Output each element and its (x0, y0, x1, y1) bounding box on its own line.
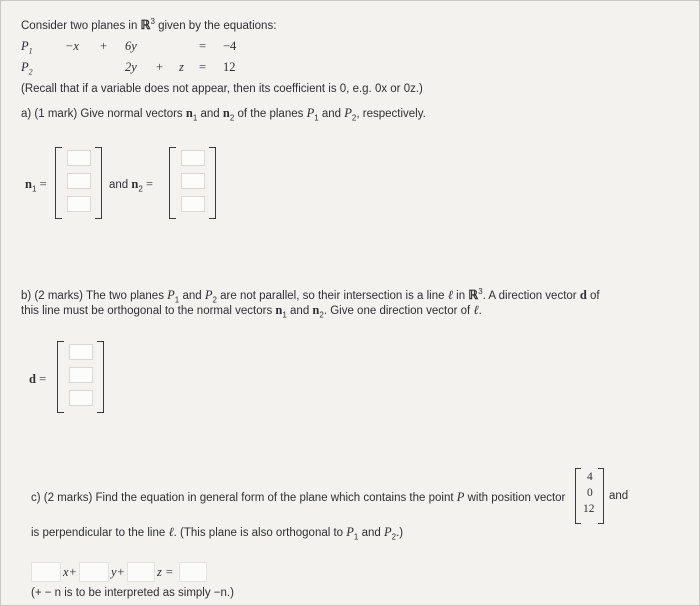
question-panel: Consider two planes in ℝ$^3$ given by the equations: $P_1$ −x + 6y = −4 $P_2$ 2y + z = 12 (Recall that if a variable does not appear, then its coefficient is 0, e.g. 0x or 0z.) a) (1 mark) Give normal vectors $n_1$ and $n_2$ of the planes $P_1$ and $P_2$, respectively. $n_1$ = and $n_2$ = b) (2 marks) The two planes $P_1$ and $P_2$ are not parallel, so their intersection is a line ℓ in ℝ$^3$. A direction vector d of this line must be orthogonal to the normal vectors $n_1$ and $n_2$. Give one direction vector of ℓ. d = c) (2 marks) Find the equation in general form of the plane which contains the point P with position vector 4 0 12 and is perpendicular to the line ℓ. (This plane is also orthogonal to $P_1$ and $P_2$.) x+ y+ z = (+ − n is to be interpreted as simply −n.) (0, 0, 700, 606)
d-entry-1[interactable] (69, 344, 93, 360)
part-b-prompt-line2: this line must be orthogonal to the normal vectors $n_1$ and $n_2$. Give one direction vector of ℓ. (21, 303, 482, 320)
part-c-prompt-line1: c) (2 marks) Find the equation in general form of the plane which contains the point P with position vector (31, 490, 566, 504)
n1-entry-2[interactable] (67, 173, 91, 189)
coef-y-input[interactable] (79, 562, 109, 582)
part-a-prompt: a) (1 mark) Give normal vectors $n_1$ and $n_2$ of the planes $P_1$ and $P_2$, respectively. (21, 106, 426, 123)
z-eq-label: z = (157, 565, 174, 579)
position-vector-x: 4 (587, 471, 593, 483)
d-entry-3[interactable] (69, 390, 93, 406)
n2-entry-3[interactable] (181, 196, 205, 212)
position-vector-z: 12 (583, 503, 595, 515)
n1-entry-3[interactable] (67, 196, 91, 212)
n1-label: $n_1$ = (25, 177, 47, 194)
n2-entry-2[interactable] (181, 173, 205, 189)
n2-entry-1[interactable] (181, 150, 205, 166)
coef-z-input[interactable] (127, 562, 155, 582)
n1-entry-1[interactable] (67, 150, 91, 166)
n2-label: and $n_2$ = (109, 177, 154, 194)
rhs-input[interactable] (179, 562, 207, 582)
recall-note: (Recall that if a variable does not appear, then its coefficient is 0, e.g. 0x or 0z.) (21, 83, 423, 95)
part-c-note: (+ − n is to be interpreted as simply −n.) (31, 587, 234, 599)
part-b-prompt-line1: b) (2 marks) The two planes $P_1$ and $P_2$ are not parallel, so their intersection is a line ℓ in ℝ$^3$. A direction vector d of (21, 287, 600, 305)
x-plus-label: x+ (63, 565, 77, 579)
y-plus-label: y+ (111, 565, 125, 579)
intro-text: Consider two planes in ℝ$^3$ given by the equations: (21, 17, 277, 32)
part-c-and: and (609, 490, 629, 502)
part-c-prompt-line2: is perpendicular to the line ℓ. (This plane is also orthogonal to $P_1$ and $P_2$.) (31, 525, 404, 542)
position-vector-y: 0 (587, 487, 593, 499)
coef-x-input[interactable] (31, 562, 61, 582)
d-entry-2[interactable] (69, 367, 93, 383)
d-label: d = (29, 372, 47, 386)
